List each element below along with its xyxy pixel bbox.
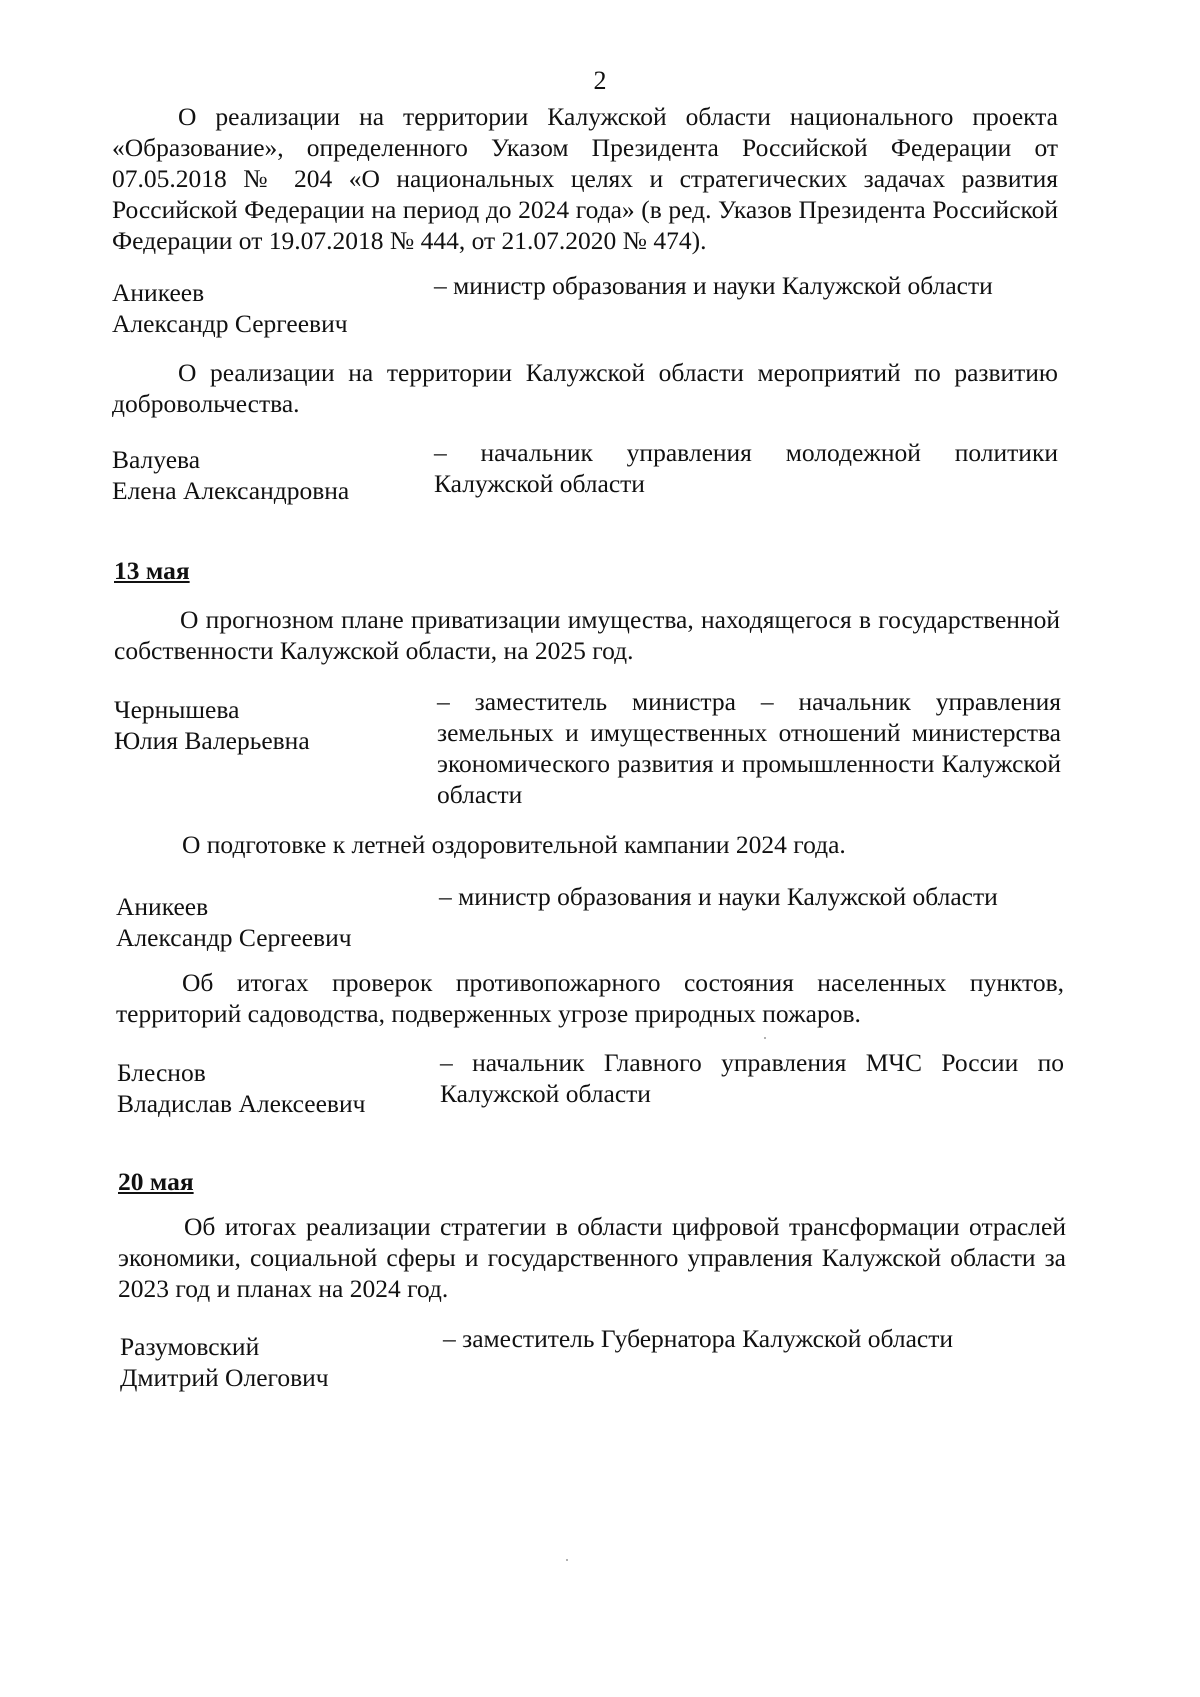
speaker-given-name: Александр Сергеевич	[112, 309, 348, 338]
speaker-given-name: Елена Александровна	[112, 476, 350, 505]
speaker-role: – министр образования и науки Калужской области	[439, 882, 998, 911]
speaker-name	[112, 277, 412, 339]
speaker-name	[112, 444, 412, 506]
agenda-topic: О прогнозном плане приватизации имущества, находящегося в государственной собственности Калужской области, на 2025 год.	[114, 605, 1060, 665]
scan-speck	[764, 1037, 766, 1039]
speaker-role: – заместитель министра – начальник управления земельных и имущественных отношений министерства экономического развития и промышленности Калужской области	[437, 687, 1061, 809]
page-number: 2	[593, 66, 607, 95]
agenda-topic: О подготовке к летней оздоровительной кампании 2024 года.	[182, 830, 846, 859]
speaker-role: – заместитель Губернатора Калужской области	[443, 1324, 954, 1353]
speaker-given-name: Владислав Алексеевич	[117, 1089, 366, 1118]
scan-speck	[566, 1559, 568, 1561]
speaker-surname: Аникеев	[112, 278, 205, 307]
speaker-surname: Разумовский	[120, 1332, 260, 1361]
speaker-name	[116, 891, 416, 953]
agenda-topic: О реализации на территории Калужской области мероприятий по развитию добровольчества.	[112, 358, 1058, 418]
speaker-role: – министр образования и науки Калужской области	[434, 271, 993, 300]
speaker-role: – начальник управления молодежной политики Калужской области	[434, 438, 1058, 498]
speaker-given-name: Александр Сергеевич	[116, 923, 352, 952]
speaker-given-name: Юлия Валерьевна	[114, 726, 310, 755]
agenda-topic: Об итогах проверок противопожарного состояния населенных пунктов, территорий садоводства, подверженных угрозе природных пожаров.	[116, 968, 1064, 1028]
date-heading: 20 мая	[118, 1167, 194, 1196]
agenda-topic: Об итогах реализации стратегии в области цифровой трансформации отраслей экономики, социальной сферы и государственного управления Калужской области за 2023 год и планах на 2024 год.	[118, 1212, 1066, 1303]
speaker-name	[120, 1331, 420, 1393]
agenda-topic: О реализации на территории Калужской области национального проекта «Образование», определенного Указом Президента Российской Федерации от 07.05.2018 № 204 «О национальных целях и стратегических задачах развития Российской Федерации на период до 2024 года» (в ред. Указов Президента Российской Федерации от 19.07.2018 № 444, от 21.07.2020 № 474).	[112, 102, 1058, 255]
speaker-surname: Чернышева	[114, 695, 240, 724]
speaker-surname: Блеснов	[117, 1058, 206, 1087]
speaker-given-name: Дмитрий Олегович	[120, 1363, 329, 1392]
speaker-role: – начальник Главного управления МЧС России по Калужской области	[440, 1048, 1064, 1108]
speaker-name	[114, 694, 414, 756]
speaker-surname: Валуева	[112, 445, 201, 474]
speaker-surname: Аникеев	[116, 892, 209, 921]
date-heading: 13 мая	[114, 556, 190, 585]
speaker-name	[117, 1057, 417, 1119]
